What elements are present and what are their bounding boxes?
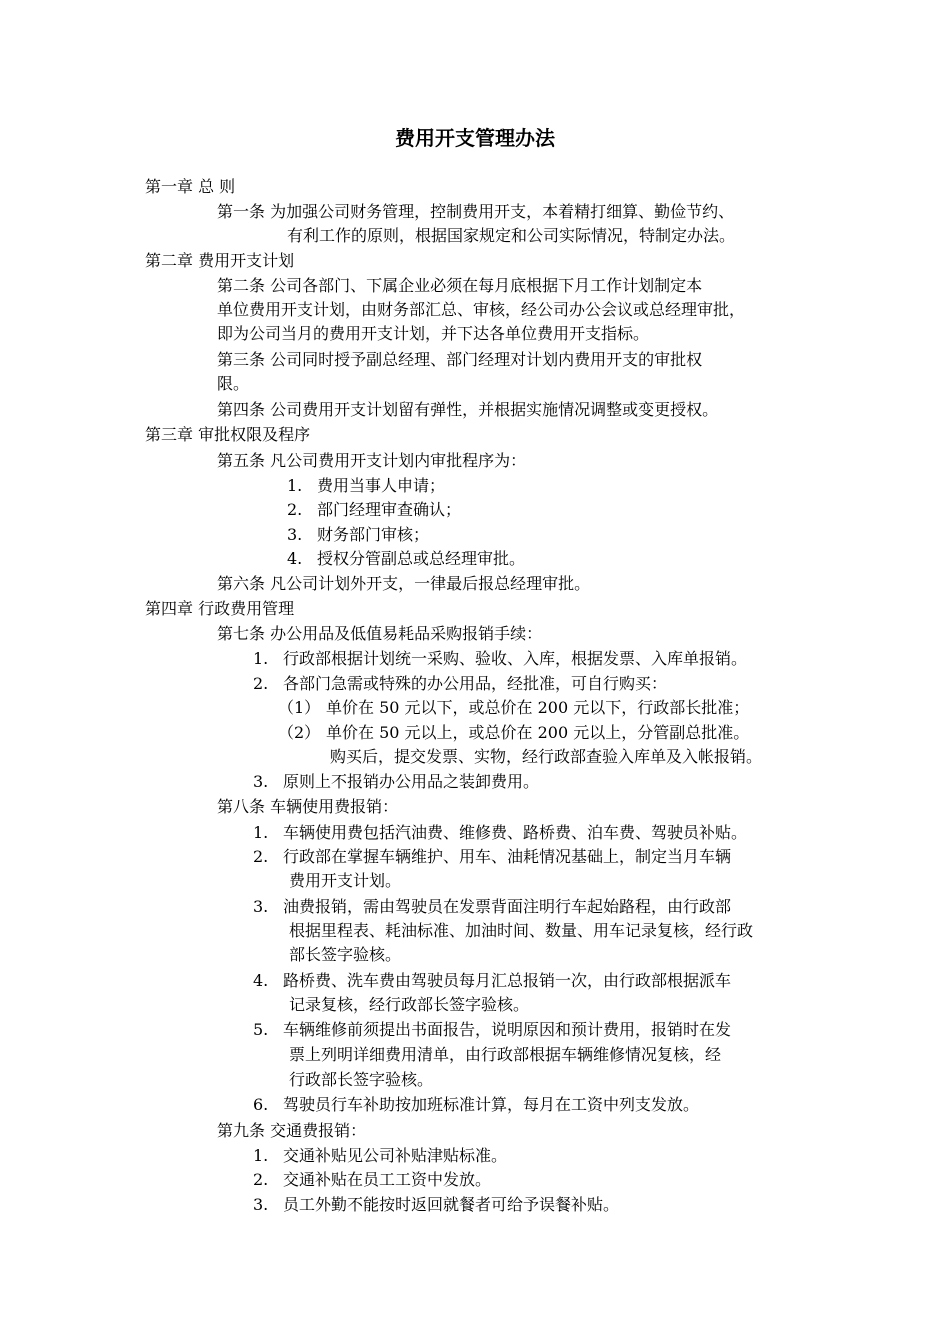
list-number: 2. — [253, 674, 269, 693]
line-text: 授权分管副总或总经理审批。 — [317, 549, 526, 568]
text-line — [217, 348, 702, 372]
text-line — [145, 249, 294, 273]
list-item — [253, 1093, 699, 1117]
line-text: 车辆使用费包括汽油费、维修费、路桥费、泊车费、驾驶员补贴。 — [283, 823, 748, 842]
line-text: 票上列明详细费用清单，由行政部根据车辆维修情况复核，经 — [289, 1045, 722, 1064]
line-text: 第三章 审批权限及程序 — [145, 425, 311, 444]
list-number: 3. — [253, 1195, 269, 1214]
list-item — [287, 547, 525, 571]
page-title: 费用开支管理办法 — [395, 126, 555, 150]
list-number: （2） — [278, 723, 321, 742]
line-text: 单价在 50 元以上，或总价在 200 元以上，分管副总批准。 — [326, 723, 750, 742]
line-text: 路桥费、洗车费由驾驶员每月汇总报销一次，由行政部根据派车 — [283, 971, 732, 990]
list-item — [253, 1018, 731, 1042]
text-line — [217, 1119, 366, 1143]
line-text: 财务部门审核； — [317, 525, 430, 544]
line-text: 单价在 50 元以下，或总价在 200 元以下，行政部长批准； — [326, 698, 750, 717]
text-line — [217, 572, 590, 596]
list-number: 1. — [253, 1146, 269, 1165]
text-line — [217, 322, 649, 346]
list-number: 6. — [253, 1095, 269, 1114]
line-text: 第四条 公司费用开支计划留有弹性，并根据实施情况调整或变更授权。 — [217, 400, 719, 419]
line-text: 购买后，提交发票、实物，经行政部查验入库单及入帐报销。 — [330, 747, 763, 766]
line-text: 交通补贴在员工工资中发放。 — [283, 1170, 492, 1189]
line-text: 各部门急需或特殊的办公用品，经批准，可自行购买： — [283, 674, 668, 693]
text-line — [287, 224, 735, 248]
line-text: 第六条 凡公司计划外开支，一律最后报总经理审批。 — [217, 574, 591, 593]
line-text: 第七条 办公用品及低值易耗品采购报销手续： — [217, 624, 543, 643]
text-line — [289, 993, 529, 1017]
line-text: 部长签字验核。 — [289, 945, 402, 964]
text-line — [289, 1043, 721, 1067]
list-number: 3. — [287, 525, 303, 544]
line-text: 第五条 凡公司费用开支计划内审批程序为： — [217, 451, 527, 470]
text-line — [145, 423, 310, 447]
line-text: 原则上不报销办公用品之装卸费用。 — [283, 772, 540, 791]
list-item — [253, 895, 731, 919]
line-text: 第三条 公司同时授予副总经理、部门经理对计划内费用开支的审批权 — [217, 350, 703, 369]
list-item — [253, 770, 539, 794]
line-text: 行政部长签字验核。 — [289, 1070, 434, 1089]
line-text: 第八条 车辆使用费报销： — [217, 797, 399, 816]
text-line — [330, 745, 762, 769]
list-number: 1. — [253, 823, 269, 842]
line-text: 行政部在掌握车辆维护、用车、油耗情况基础上，制定当月车辆 — [283, 847, 732, 866]
line-text: 根据里程表、耗油标准、加油时间、数量、用车记录复核，经行政 — [289, 921, 754, 940]
list-number: 1. — [253, 649, 269, 668]
text-line — [217, 398, 718, 422]
list-number: （1） — [278, 698, 321, 717]
line-text: 限。 — [217, 374, 250, 393]
list-item — [287, 474, 445, 498]
list-number: 2. — [253, 847, 269, 866]
line-text: 部门经理审查确认； — [317, 500, 462, 519]
line-text: 即为公司当月的费用开支计划，并下达各单位费用开支指标。 — [217, 324, 650, 343]
text-line — [217, 622, 542, 646]
text-line — [145, 175, 235, 199]
text-line — [217, 298, 745, 322]
list-number: 4. — [253, 971, 269, 990]
line-text: 单位费用开支计划，由财务部汇总、审核，经公司办公会议或总经理审批， — [217, 300, 746, 319]
list-item — [253, 1144, 507, 1168]
text-line — [217, 372, 249, 396]
list-number: 2. — [253, 1170, 269, 1189]
list-number: 3. — [253, 897, 269, 916]
list-item — [253, 1168, 491, 1192]
line-text: 费用开支计划。 — [289, 871, 402, 890]
list-item — [287, 523, 429, 547]
line-text: 第二条 公司各部门、下属企业必须在每月底根据下月工作计划制定本 — [217, 276, 703, 295]
list-number: 1. — [287, 476, 303, 495]
list-number: 2. — [287, 500, 303, 519]
list-item — [253, 672, 667, 696]
list-item — [287, 498, 461, 522]
list-item — [253, 821, 747, 845]
line-text: 驾驶员行车补助按加班标准计算，每月在工资中列支发放。 — [283, 1095, 700, 1114]
line-text: 行政部根据计划统一采购、验收、入库，根据发票、入库单报销。 — [283, 649, 748, 668]
list-number: 3. — [253, 772, 269, 791]
line-text: 第九条 交通费报销： — [217, 1121, 367, 1140]
line-text: 第一条 为加强公司财务管理，控制费用开支，本着精打细算、勤俭节约、 — [217, 202, 735, 221]
text-line — [289, 1068, 433, 1092]
line-text: 第二章 费用开支计划 — [145, 251, 295, 270]
text-line — [217, 274, 702, 298]
line-text: 员工外勤不能按时返回就餐者可给予误餐补贴。 — [283, 1195, 620, 1214]
text-line — [217, 200, 734, 224]
list-item — [278, 721, 749, 745]
line-text: 交通补贴见公司补贴津贴标准。 — [283, 1146, 508, 1165]
list-item — [253, 1193, 619, 1217]
line-text: 车辆维修前须提出书面报告，说明原因和预计费用，报销时在发 — [283, 1020, 732, 1039]
text-line — [289, 919, 753, 943]
list-item — [253, 647, 747, 671]
text-line — [289, 869, 401, 893]
text-line — [217, 449, 526, 473]
text-line — [145, 597, 294, 621]
list-number: 4. — [287, 549, 303, 568]
text-line — [289, 943, 401, 967]
line-text: 第四章 行政费用管理 — [145, 599, 295, 618]
line-text: 费用当事人申请； — [317, 476, 446, 495]
list-item — [278, 696, 749, 720]
text-line — [217, 795, 398, 819]
list-number: 5. — [253, 1020, 269, 1039]
line-text: 油费报销，需由驾驶员在发票背面注明行车起始路程，由行政部 — [283, 897, 732, 916]
list-item — [253, 969, 731, 993]
line-text: 第一章 总 则 — [145, 177, 236, 196]
list-item — [253, 845, 731, 869]
line-text: 有利工作的原则，根据国家规定和公司实际情况，特制定办法。 — [287, 226, 736, 245]
line-text: 记录复核，经行政部长签字验核。 — [289, 995, 530, 1014]
